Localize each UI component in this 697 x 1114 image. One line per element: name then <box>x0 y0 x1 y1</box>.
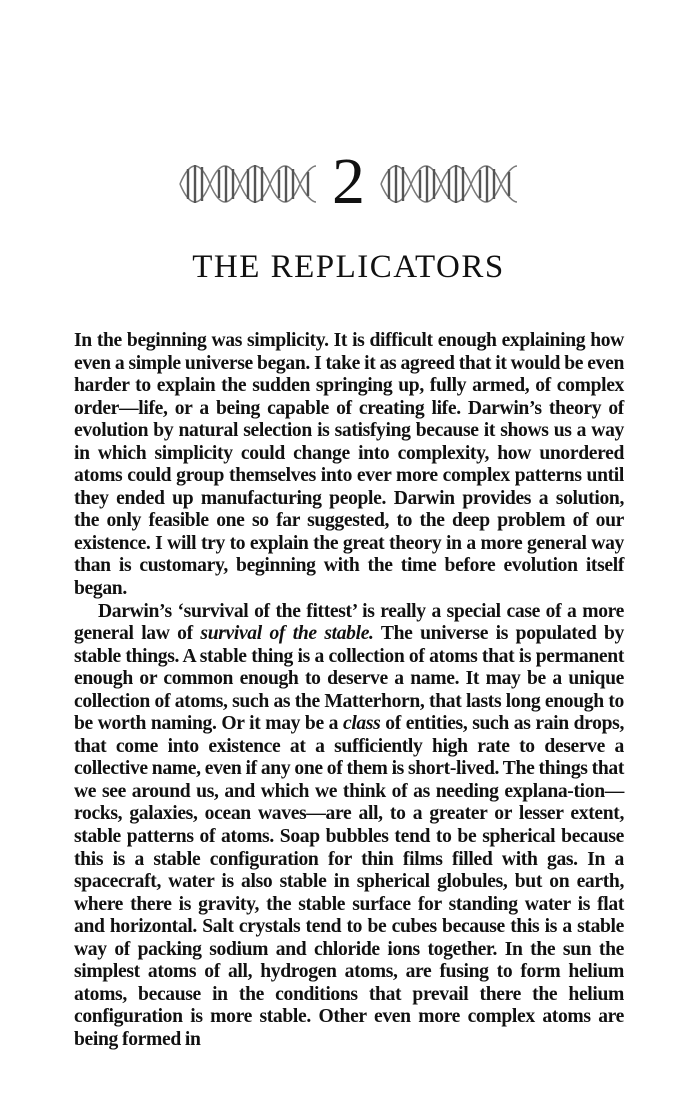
chapter-title: THE REPLICATORS <box>192 249 505 285</box>
emphasis: class <box>342 713 381 735</box>
text-run: of entities, such as rain drops, that come into existence at a sufficiently high rate to deserve a collective name, even if any one of them is short-lived. The things that we see around us, and which we think of as needing explana-tion—rocks, galaxies, ocean waves—are all, to a greater or lesser extent, stable patterns of atoms. Soap bubbles tend to be spherical because this is a stable configuration for thin films filled with gas. In a spacecraft, water is also stable in spherical globules, but on earth, where there is gravity, the stable surface for standing water is flat and horizontal. Salt crystals tend to be cubes because this is a stable way of packing sodium and chloride ions together. In the sun the simplest atoms of all, hydrogen atoms, are fusing to form helium atoms, because in the conditions that prevail there the helium configuration is more stable. Other even more complex atoms are being formed in <box>74 713 624 1050</box>
emphasis: survival of the stable. <box>200 623 374 645</box>
text-run: The universe is populated by stable things. A stable thing is a collection of atoms that is permanent enough or common enough to deserve a name. It may be a unique collection of atoms, such as the Matterhorn, that lasts long enough to be worth naming. Or it may be a <box>74 623 624 735</box>
text-run: Darwin’s ‘survival of the fittest’ is really a special case of a more general law of <box>74 600 624 645</box>
dna-helix-icon <box>178 154 318 214</box>
chapter-body <box>74 330 624 1052</box>
paragraph: In the beginning was simplicity. It is difficult enough explaining how even a simple universe began. I take it as agreed that it would be even harder to explain the sudden springing up, fully armed, of complex order—life, or a being capable of creating life. Darwin’s theory of evolution by natural selection is satisfying because it shows us a way in which simplicity could change into complexity, how unordered atoms could group themselves into ever more complex patterns until they ended up manufacturing people. Darwin provides a solution, the only feasible one so far suggested, to the deep problem of our existence. I will try to explain the great theory in a more general way than is customary, beginning with the time before evolution itself began. <box>74 330 624 600</box>
paragraph <box>74 601 624 1052</box>
chapter-number: 2 <box>332 145 365 218</box>
chapter-heading <box>0 145 697 220</box>
dna-helix-icon <box>379 154 519 214</box>
